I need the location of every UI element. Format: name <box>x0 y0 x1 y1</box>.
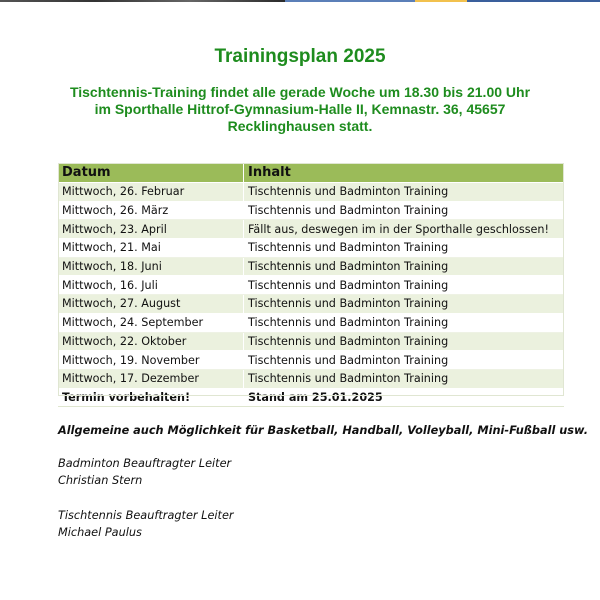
general-note: Allgemeine auch Möglichkeit für Basketball, Handball, Volleyball, Mini-Fußball usw. <box>58 424 589 437</box>
intro-text <box>40 84 560 135</box>
table-row <box>58 313 564 332</box>
content-cell: Tischtennis und Badminton Training <box>244 201 565 220</box>
intro-line: Recklinghausen statt. <box>227 118 373 134</box>
tischtennis-name: Michael Paulus <box>58 526 142 539</box>
content-cell: Tischtennis und Badminton Training <box>244 295 565 314</box>
date-cell: Mittwoch, 19. November <box>58 351 244 370</box>
date-cell: Mittwoch, 23. April <box>58 220 244 239</box>
footer-note-cell: Termin vorbehalten! <box>58 388 244 407</box>
table-row <box>58 276 564 295</box>
footer-date-cell: Stand am 25.01.2025 <box>244 388 565 407</box>
table-footer-row <box>58 388 564 407</box>
content-cell: Tischtennis und Badminton Training <box>244 369 565 388</box>
column-header-inhalt: Inhalt <box>244 163 565 183</box>
date-cell: Mittwoch, 18. Juni <box>58 257 244 276</box>
content-cell: Fällt aus, deswegen im in der Sporthalle geschlossen! <box>244 220 565 239</box>
date-cell: Mittwoch, 27. August <box>58 295 244 314</box>
top-banner-strip <box>0 0 600 2</box>
content-cell: Tischtennis und Badminton Training <box>244 313 565 332</box>
page-title: Trainingsplan 2025 <box>214 46 386 67</box>
content-cell: Tischtennis und Badminton Training <box>244 351 565 370</box>
date-cell: Mittwoch, 24. September <box>58 313 244 332</box>
table-row <box>58 220 564 239</box>
table-row <box>58 257 564 276</box>
date-cell: Mittwoch, 26. März <box>58 201 244 220</box>
badminton-role: Badminton Beauftragter Leiter <box>58 457 232 470</box>
table-row <box>58 201 564 220</box>
table-row <box>58 239 564 258</box>
content-cell: Tischtennis und Badminton Training <box>244 257 565 276</box>
table-header-row <box>58 163 564 183</box>
schedule-table <box>58 163 564 407</box>
badminton-name: Christian Stern <box>58 474 143 487</box>
content-cell: Tischtennis und Badminton Training <box>244 239 565 258</box>
intro-line: im Sporthalle Hittrof-Gymnasium-Halle II, Kemnastr. 36, 45657 <box>94 101 506 117</box>
table-row <box>58 369 564 388</box>
date-cell: Mittwoch, 26. Februar <box>58 183 244 202</box>
table-row <box>58 183 564 202</box>
date-cell: Mittwoch, 17. Dezember <box>58 369 244 388</box>
tischtennis-role: Tischtennis Beauftragter Leiter <box>58 509 234 522</box>
content-cell: Tischtennis und Badminton Training <box>244 276 565 295</box>
table-row <box>58 351 564 370</box>
intro-line: Tischtennis-Training findet alle gerade Woche um 18.30 bis 21.00 Uhr <box>69 84 531 100</box>
table-row <box>58 332 564 351</box>
date-cell: Mittwoch, 21. Mai <box>58 239 244 258</box>
content-cell: Tischtennis und Badminton Training <box>244 183 565 202</box>
date-cell: Mittwoch, 16. Juli <box>58 276 244 295</box>
content-cell: Tischtennis und Badminton Training <box>244 332 565 351</box>
date-cell: Mittwoch, 22. Oktober <box>58 332 244 351</box>
table-row <box>58 295 564 314</box>
column-header-datum: Datum <box>58 163 244 183</box>
